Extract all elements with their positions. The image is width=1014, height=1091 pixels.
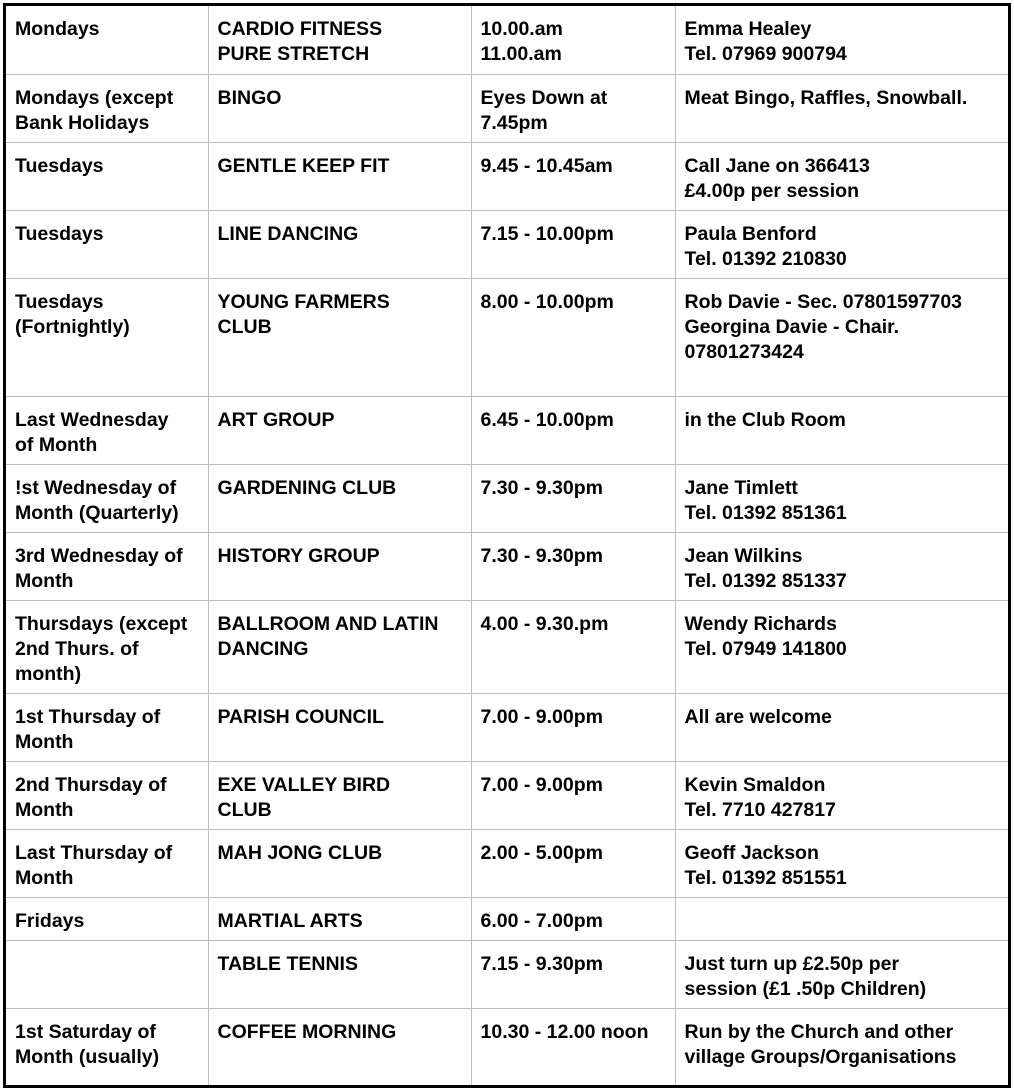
time-cell: 10.00.am 11.00.am [471, 6, 675, 74]
table-row [6, 761, 1008, 829]
contact-cell: All are welcome [675, 693, 1008, 761]
table-row [6, 532, 1008, 600]
time-cell: 6.45 - 10.00pm [471, 396, 675, 464]
table-row [6, 6, 1008, 74]
table-row [6, 210, 1008, 278]
day-cell [6, 940, 208, 1008]
time-cell: 9.45 - 10.45am [471, 142, 675, 210]
activity-cell: MAH JONG CLUB [208, 829, 471, 897]
contact-cell: Just turn up £2.50p per session (£1 .50p Children) [675, 940, 1008, 1008]
activity-cell: CARDIO FITNESS PURE STRETCH [208, 6, 471, 74]
time-cell: 10.30 - 12.00 noon [471, 1008, 675, 1085]
activity-cell: COFFEE MORNING [208, 1008, 471, 1085]
contact-cell: Paula Benford Tel. 01392 210830 [675, 210, 1008, 278]
table-row [6, 829, 1008, 897]
contact-cell: Jane Timlett Tel. 01392 851361 [675, 464, 1008, 532]
schedule-sheet [3, 3, 1011, 1088]
activity-cell: TABLE TENNIS [208, 940, 471, 1008]
activity-cell: GARDENING CLUB [208, 464, 471, 532]
day-cell: !st Wednesday of Month (Quarterly) [6, 464, 208, 532]
contact-cell: Run by the Church and other village Groups/Organisations [675, 1008, 1008, 1085]
contact-cell: Rob Davie - Sec. 07801597703 Georgina Davie - Chair. 07801273424 [675, 278, 1008, 396]
activity-cell: BINGO [208, 74, 471, 142]
table-row [6, 1008, 1008, 1085]
contact-cell: Emma Healey Tel. 07969 900794 [675, 6, 1008, 74]
contact-cell [675, 897, 1008, 940]
table-row [6, 693, 1008, 761]
day-cell: 3rd Wednesday of Month [6, 532, 208, 600]
table-row [6, 464, 1008, 532]
day-cell: Tuesdays [6, 142, 208, 210]
time-cell: 7.00 - 9.00pm [471, 693, 675, 761]
activity-cell: LINE DANCING [208, 210, 471, 278]
table-row [6, 74, 1008, 142]
day-cell: 1st Saturday of Month (usually) [6, 1008, 208, 1085]
contact-cell: Jean Wilkins Tel. 01392 851337 [675, 532, 1008, 600]
contact-cell: Wendy Richards Tel. 07949 141800 [675, 600, 1008, 693]
time-cell: 7.15 - 9.30pm [471, 940, 675, 1008]
table-row [6, 396, 1008, 464]
time-cell: Eyes Down at 7.45pm [471, 74, 675, 142]
activity-cell: GENTLE KEEP FIT [208, 142, 471, 210]
time-cell: 7.30 - 9.30pm [471, 464, 675, 532]
activity-cell: ART GROUP [208, 396, 471, 464]
table-row [6, 142, 1008, 210]
day-cell: 2nd Thursday of Month [6, 761, 208, 829]
time-cell: 8.00 - 10.00pm [471, 278, 675, 396]
contact-cell: Geoff Jackson Tel. 01392 851551 [675, 829, 1008, 897]
day-cell: Mondays [6, 6, 208, 74]
day-cell: Mondays (except Bank Holidays [6, 74, 208, 142]
day-cell: Last Thursday of Month [6, 829, 208, 897]
activity-cell: YOUNG FARMERS CLUB [208, 278, 471, 396]
contact-cell: in the Club Room [675, 396, 1008, 464]
contact-cell: Kevin Smaldon Tel. 7710 427817 [675, 761, 1008, 829]
activity-cell: PARISH COUNCIL [208, 693, 471, 761]
contact-cell: Call Jane on 366413 £4.00p per session [675, 142, 1008, 210]
time-cell: 7.15 - 10.00pm [471, 210, 675, 278]
table-row [6, 897, 1008, 940]
day-cell: Last Wednesday of Month [6, 396, 208, 464]
contact-cell: Meat Bingo, Raffles, Snowball. [675, 74, 1008, 142]
activity-cell: EXE VALLEY BIRD CLUB [208, 761, 471, 829]
activity-cell: BALLROOM AND LATIN DANCING [208, 600, 471, 693]
activities-table [6, 6, 1008, 1085]
day-cell: Thursdays (except 2nd Thurs. of month) [6, 600, 208, 693]
table-row [6, 940, 1008, 1008]
table-row [6, 600, 1008, 693]
activity-cell: HISTORY GROUP [208, 532, 471, 600]
time-cell: 7.00 - 9.00pm [471, 761, 675, 829]
day-cell: Fridays [6, 897, 208, 940]
day-cell: 1st Thursday of Month [6, 693, 208, 761]
time-cell: 7.30 - 9.30pm [471, 532, 675, 600]
time-cell: 2.00 - 5.00pm [471, 829, 675, 897]
day-cell: Tuesdays (Fortnightly) [6, 278, 208, 396]
table-row [6, 278, 1008, 396]
time-cell: 4.00 - 9.30.pm [471, 600, 675, 693]
time-cell: 6.00 - 7.00pm [471, 897, 675, 940]
activity-cell: MARTIAL ARTS [208, 897, 471, 940]
day-cell: Tuesdays [6, 210, 208, 278]
